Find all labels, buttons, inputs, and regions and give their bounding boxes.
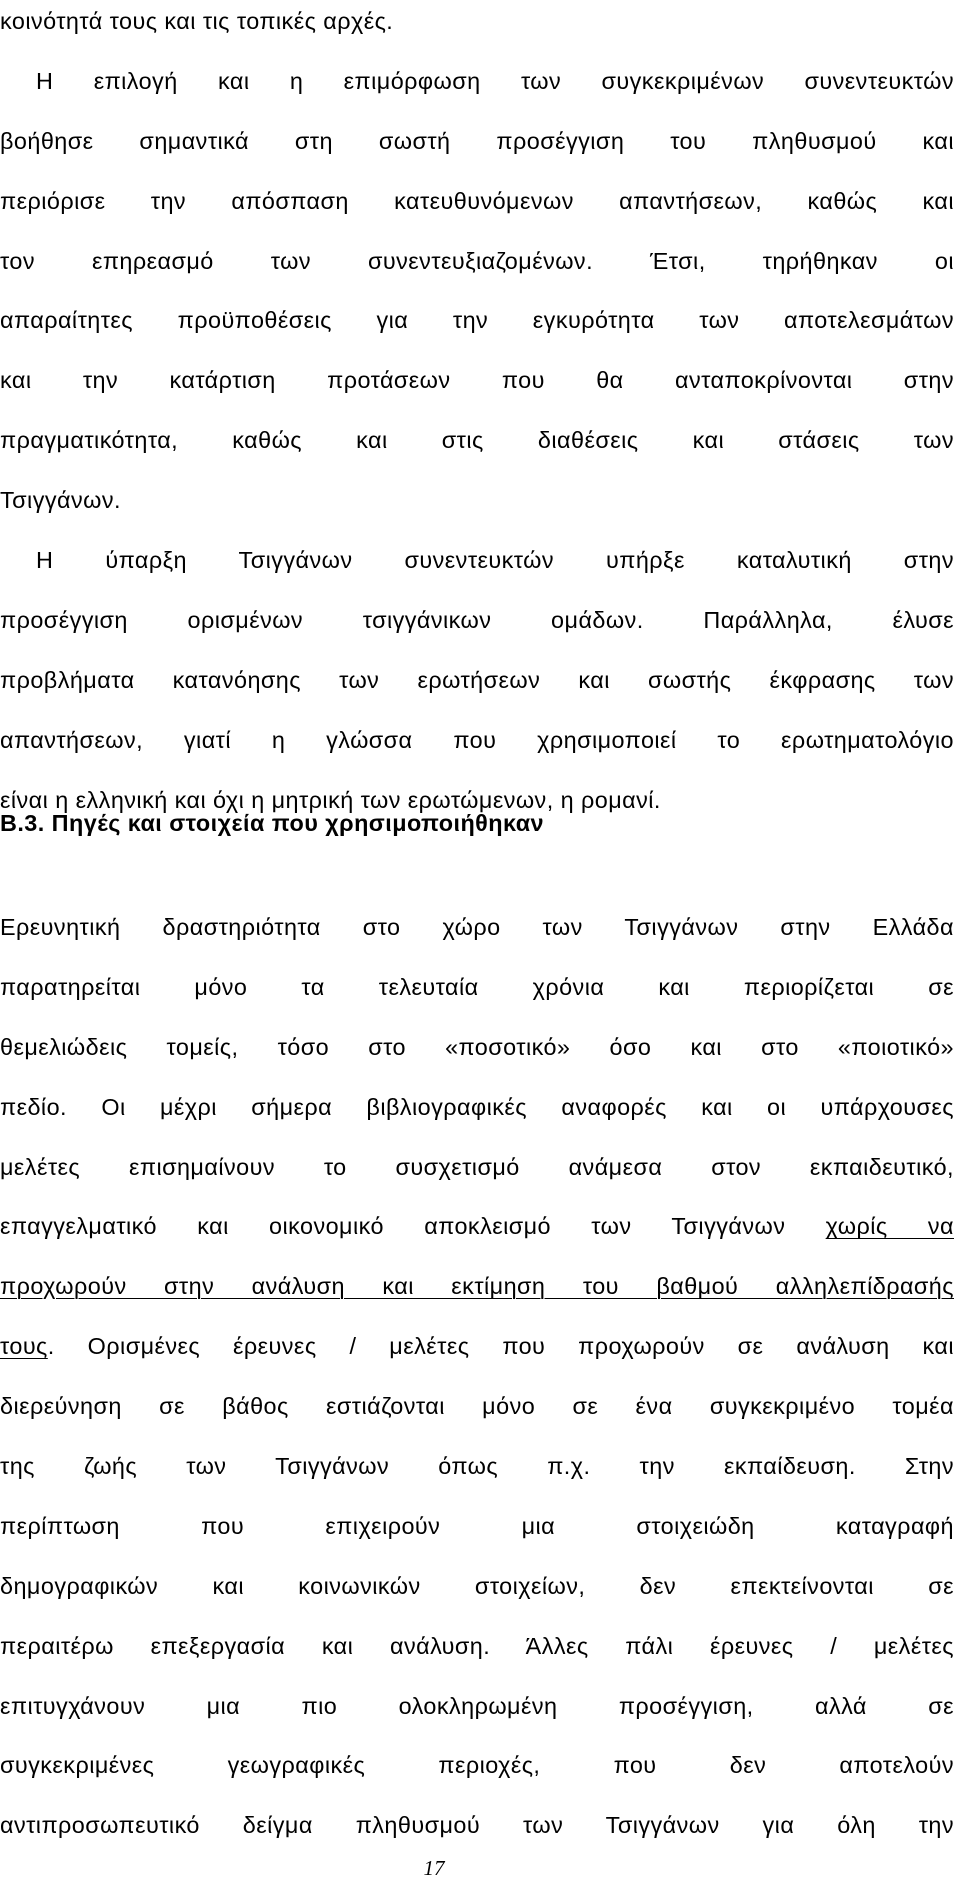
underlined-text: προχωρούν στην ανάλυση και εκτίμηση του βαθμού αλληλεπίδρασής bbox=[0, 1273, 954, 1300]
text-line: αντιπροσωπευτικό δείγμα πληθυσμού των Τσιγγάνων για όλη την bbox=[0, 1812, 954, 1839]
text-line: είναι η ελληνική και όχι η μητρική των ερωτώμενων, η ρομανί. bbox=[0, 786, 661, 813]
text-segment: . Ορισμένες έρευνες / μελέτες που προχωρούν σε ανάλυση και bbox=[47, 1333, 954, 1360]
text-line: απαντήσεων, γιατί η γλώσσα που χρησιμοποιεί το ερωτηματολόγιο bbox=[0, 726, 954, 753]
paragraph-block-sources bbox=[0, 898, 954, 1856]
text-line: απαραίτητες προϋποθέσεις για την εγκυρότητα των αποτελεσμάτων bbox=[0, 307, 954, 334]
text-line: περαιτέρω επεξεργασία και ανάλυση. Άλλες πάλι έρευνες / μελέτες bbox=[0, 1632, 954, 1659]
section-heading bbox=[0, 793, 544, 853]
text-line bbox=[0, 1257, 954, 1317]
text-line: και την κατάρτιση προτάσεων που θα ανταποκρίνονται στην bbox=[0, 367, 954, 394]
text-line: βοήθησε σημαντικά στη σωστή προσέγγιση του πληθυσμού και bbox=[0, 127, 954, 154]
text-segment: επαγγελματικό και οικονομικό αποκλεισμό των Τσιγγάνων bbox=[0, 1213, 826, 1240]
text-line: Η επιλογή και η επιμόρφωση των συγκεκριμένων συνεντευκτών bbox=[36, 67, 954, 94]
text-line: επιτυγχάνουν μια πιο ολοκληρωμένη προσέγγιση, αλλά σε bbox=[0, 1692, 954, 1719]
page-number: 17 bbox=[423, 1856, 445, 1880]
text-line bbox=[0, 1197, 954, 1257]
underlined-text: χωρίς να bbox=[825, 1213, 954, 1240]
section-title: Πηγές και στοιχεία που χρησιμοποιήθηκαν bbox=[51, 810, 545, 836]
text-line: πραγματικότητα, καθώς και στις διαθέσεις και στάσεις των bbox=[0, 427, 954, 454]
text-line: δημογραφικών και κοινωνικών στοιχείων, δεν επεκτείνονται σε bbox=[0, 1572, 954, 1599]
text-line: παρατηρείται μόνο τα τελευταία χρόνια και περιορίζεται σε bbox=[0, 973, 954, 1000]
text-line: Τσιγγάνων. bbox=[0, 487, 121, 514]
text-line: περίπτωση που επιχειρούν μια στοιχειώδη καταγραφή bbox=[0, 1512, 954, 1539]
text-line: διερεύνηση σε βάθος εστιάζονται μόνο σε ένα συγκεκριμένο τομέα bbox=[0, 1393, 954, 1420]
text-line bbox=[0, 1317, 954, 1377]
text-line: συγκεκριμένες γεωγραφικές περιοχές, που δεν αποτελούν bbox=[0, 1752, 954, 1779]
text-line: μελέτες επισημαίνουν το συσχετισμό ανάμεσα στον εκπαιδευτικό, bbox=[0, 1153, 954, 1180]
text-line: τον επηρεασμό των συνεντευξιαζομένων. Έτσι, τηρήθηκαν οι bbox=[0, 247, 954, 274]
text-line: κοινότητά τους και τις τοπικές αρχές. bbox=[0, 8, 394, 34]
text-line: Η ύπαρξη Τσιγγάνων συνεντευκτών υπήρξε καταλυτική στην bbox=[36, 547, 954, 574]
text-line: της ζωής των Τσιγγάνων όπως π.χ. την εκπαίδευση. Στην bbox=[0, 1453, 954, 1480]
text-line: πεδίο. Οι μέχρι σήμερα βιβλιογραφικές αναφορές και οι υπάρχουσες bbox=[0, 1093, 954, 1120]
text-line: Ερευνητική δραστηριότητα στο χώρο των Τσιγγάνων στην Ελλάδα bbox=[0, 914, 954, 940]
text-line: προσέγγιση ορισμένων τσιγγάνικων ομάδων. Παράλληλα, έλυσε bbox=[0, 606, 954, 633]
text-line: θεμελιώδεις τομείς, τόσο στο «ποσοτικό» όσο και στο «ποιοτικό» bbox=[0, 1033, 954, 1060]
section-number: Β.3. bbox=[0, 810, 45, 836]
paragraph-block-interviewers bbox=[0, 0, 954, 830]
text-line: περιόρισε την απόσπαση κατευθυνόμενων απαντήσεων, καθώς και bbox=[0, 187, 954, 214]
underlined-text: τους bbox=[0, 1333, 48, 1360]
text-line: προβλήματα κατανόησης των ερωτήσεων και σωστής έκφρασης των bbox=[0, 666, 954, 693]
